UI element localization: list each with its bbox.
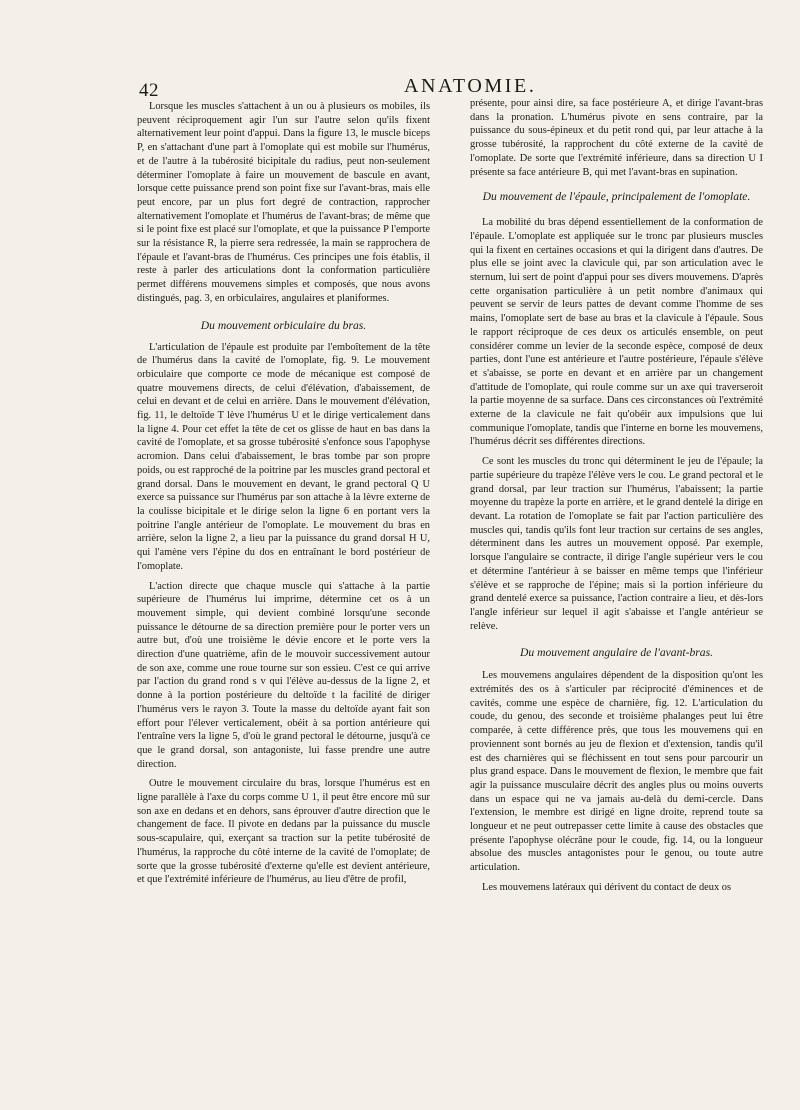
- paragraph: Les mouvemens angulaires dépendent de la disposition qu'ont les extrémités des os à s'articuler par réciprocité d'éminences et de cavités, comme une espèce de charnière, fig. 12. L'articulation du coude, du genou, des seconde et troisième phalanges peut lui être comparée, à cette différence près, que tous les mouvemens qui en proviennent sont bornés au jeu de flexion et d'extension, tandis qu'il est des charnières qui se fléchissent en tout sens pour parcourir un plus grand espace. Dans le mouvement de flexion, le membre que fait agir la puissance musculaire décrit des angles plus ou moins ouverts dans un espace qui ne va jamais au-delà du demi-cercle. Dans l'extension, le membre est dirigé en ligne droite, reprend toute sa longueur et ne peut outrepasser cette limite à cause des obstacles que présente l'apophyse olécrâne pour le coude, fig. 14, ou la longueur absolue des muscles antagonistes pour le genou, ou toute autre articulation.: [470, 670, 763, 874]
- paragraph: Ce sont les muscles du tronc qui déterminent le jeu de l'épaule; la partie supérieure du trapèze l'élève vers le cou. Le grand pectoral et le grand dorsal, par leur traction sur l'humérus, l'abaissent; la partie moyenne du trapèze la porte en arrière, et le grand dentelé la dirige en devant. La rotation de l'omoplate se fait par l'action particulière des muscles qui, tandis qu'ils font leur traction sur certains de ses angles, déterminent dans les autres un mouvement opposé. Par exemple, lorsque l'angulaire se contracte, il dirige l'angle supérieur vers le cou et détermine l'antérieur à se baisser en même temps que l'inférieur s'élève et se rapproche de l'épine; mais si la portion inférieure du grand dentelé exerce sa puissance, l'action contraire a lieu, et dès-lors l'angle inférieur sur lequel il agit s'abaisse et l'angle antérieur se relève.: [470, 456, 763, 632]
- section-heading: Du mouvement angulaire de l'avant-bras.: [520, 646, 713, 660]
- section-heading: Du mouvement orbiculaire du bras.: [200, 318, 367, 332]
- left-column: [137, 100, 430, 887]
- section-heading: Du mouvement de l'épaule, principalement de l'omoplate.: [482, 190, 751, 204]
- paragraph: Les mouvemens latéraux qui dérivent du contact de deux os: [482, 881, 732, 893]
- right-column: [470, 97, 763, 895]
- page-number: 42: [139, 80, 159, 101]
- paragraph: Lorsque les muscles s'attachent à un ou à plusieurs os mobiles, ils peuvent réciproquement agir l'un sur l'autre selon qu'ils fixent alternativement leur point d'appui. Dans la figure 13, le muscle biceps P, en s'attachant d'une part à l'omoplate qui est mobile sur l'humérus, et de l'autre à la tubérosité bicipitale du radius, peut non-seulement déterminer l'omoplate à faire un mouvement de bascule en avant, lorsque cette puissance prend son point fixe sur l'avant-bras, mais elle peut encore, par un plus fort degré de contraction, rapprocher alternativement l'omoplate et l'humérus de l'avant-bras; de même que si le point fixe est placé sur l'omoplate, et que la puissance P l'emporte sur la résistance R, la pierre sera redressée, la main se rapprochera de l'épaule et l'avant-bras de l'humérus. Ces principes une fois établis, il reste à parler des articulations dont la conformation particulière permet différens mouvemens simples et composés, que nous avons distingués, pag. 3, en orbiculaires, angulaires et planiformes.: [137, 101, 430, 304]
- paragraph: La mobilité du bras dépend essentiellement de la conformation de l'épaule. L'omoplate est appliquée sur le tronc par plusieurs muscles qui la fixent en certaines occasions et qui la dirigent dans d'autres. De plus elle se joint avec la clavicule qui, par son articulation avec le sternum, lui sert de point d'appui pour ses divers mouvemens. D'après cette organisation particulière à un petit nombre d'animaux qui peuvent se servir de leurs pattes de devant comme l'homme de ses mains, l'omoplate sert de base au bras et la clavicule à l'épaule. Sous le rapport réciproque de ces deux os articulés ensemble, on peut considérer comme un levier de la seconde espèce, composé de deux parties, dont l'une est antérieure et l'autre postérieure, l'épaule s'élève et s'abaisse, se porte en devant et en arrière par un changement d'attitude de l'omoplate, qui roule comme sur un axe qui traverseroit la partie moyenne de sa surface. Dans ces circonstances où l'extrémité externe de la clavicule ne fait qu'obéir aux impulsions que lui communique l'omoplate, tandis que l'interne en borne les mouvemens, l'humérus décrit ses différentes directions.: [470, 217, 763, 448]
- paragraph: L'articulation de l'épaule est produite par l'emboîtement de la tête de l'humérus dans la cavité de l'omoplate, fig. 9. Le mouvement orbiculaire que comporte ce mode de mécanique est composé de quatre mouvemens directs, de celui d'élévation, d'abaissement, de celui en devant et de celui en arrière. Dans le mouvement d'élévation, fig. 11, le deltoïde T lève l'humérus U et le dirige verticalement dans la ligne 4. Pour cet effet la tête de cet os glisse de haut en bas dans la cavité de l'omoplate, et sa grosse tubérosité s'enfonce sous l'apophyse acromion. Dans celui d'abaissement, le bras tombe par son propre poids, ou est rapproché de la poitrine par les muscles grand pectoral et grand dorsal. Dans le mouvement en devant, le grand pectoral Q U exerce sa puissance sur l'humérus par son attache à la lèvre externe de la coulisse bicipitale et le dirige selon la ligne 6 en portant vers la poitrine l'angle antérieur de l'omoplate. Le mouvement du bras en arrière, selon la ligne 2, a lieu par la puissance du grand dorsal H U, qui l'amène vers l'épine du dos en entraînant le bord postérieur de l'omoplate.: [137, 341, 430, 572]
- paragraph: présente, pour ainsi dire, sa face postérieure A, et dirige l'avant-bras dans la pronation. L'humérus pivote en sens contraire, par la puissance du sous-épineux et du petit rond qui, par leur attache à la grosse tubérosité, la rapprochent du côté externe de la cavité de l'omoplate. De sorte que l'extrémité inférieure, dans sa direction U I présente sa face antérieure B, qui met l'avant-bras en supination.: [470, 98, 763, 178]
- running-title: ANATOMIE.: [404, 75, 537, 97]
- paragraph: Outre le mouvement circulaire du bras, lorsque l'humérus est en ligne parallèle à l'axe du corps comme U 1, il peut être encore mû sur son axe en dedans et en dehors, sans éprouver d'autre direction que le changement de face. Il pivote en dedans par la puissance du muscle sous-scapulaire, qui, exerçant sa traction sur la petite tubérosité de l'humérus, la rapproche du côté interne de la cavité de l'omoplate; de sorte que la grosse tubérosité d'externe qu'elle est devient antérieure, et que l'extrémité inférieure de l'humérus, au lieu d'être de profil,: [137, 778, 430, 886]
- paragraph: L'action directe que chaque muscle qui s'attache à la partie supérieure de l'humérus lui imprime, détermine cet os à un mouvement simple, qui devient combiné lorsqu'une seconde puissance le détourne de sa direction première pour le porter vers un autre but, d'où une troisième le dévie encore et le porte vers la direction d'une quatrième, afin de le mouvoir successivement autour de son axe, comme une roue tourne sur son essieu. C'est ce qui arrive par l'action du grand rond s v qui l'élève au-dessus de la ligne 2, et donne à la portion postérieure du deltoïde t la facilité de diriger l'humérus vers le rayon 3. Toute la masse du deltoïde ayant fait son effort pour l'élever verticalement, obéit à sa portion antérieure qui l'entraîne vers la ligne 5, d'où le grand pectoral le détourne, jusqu'à ce que le grand dorsal, son antagoniste, lui fasse prendre une autre direction.: [137, 580, 430, 770]
